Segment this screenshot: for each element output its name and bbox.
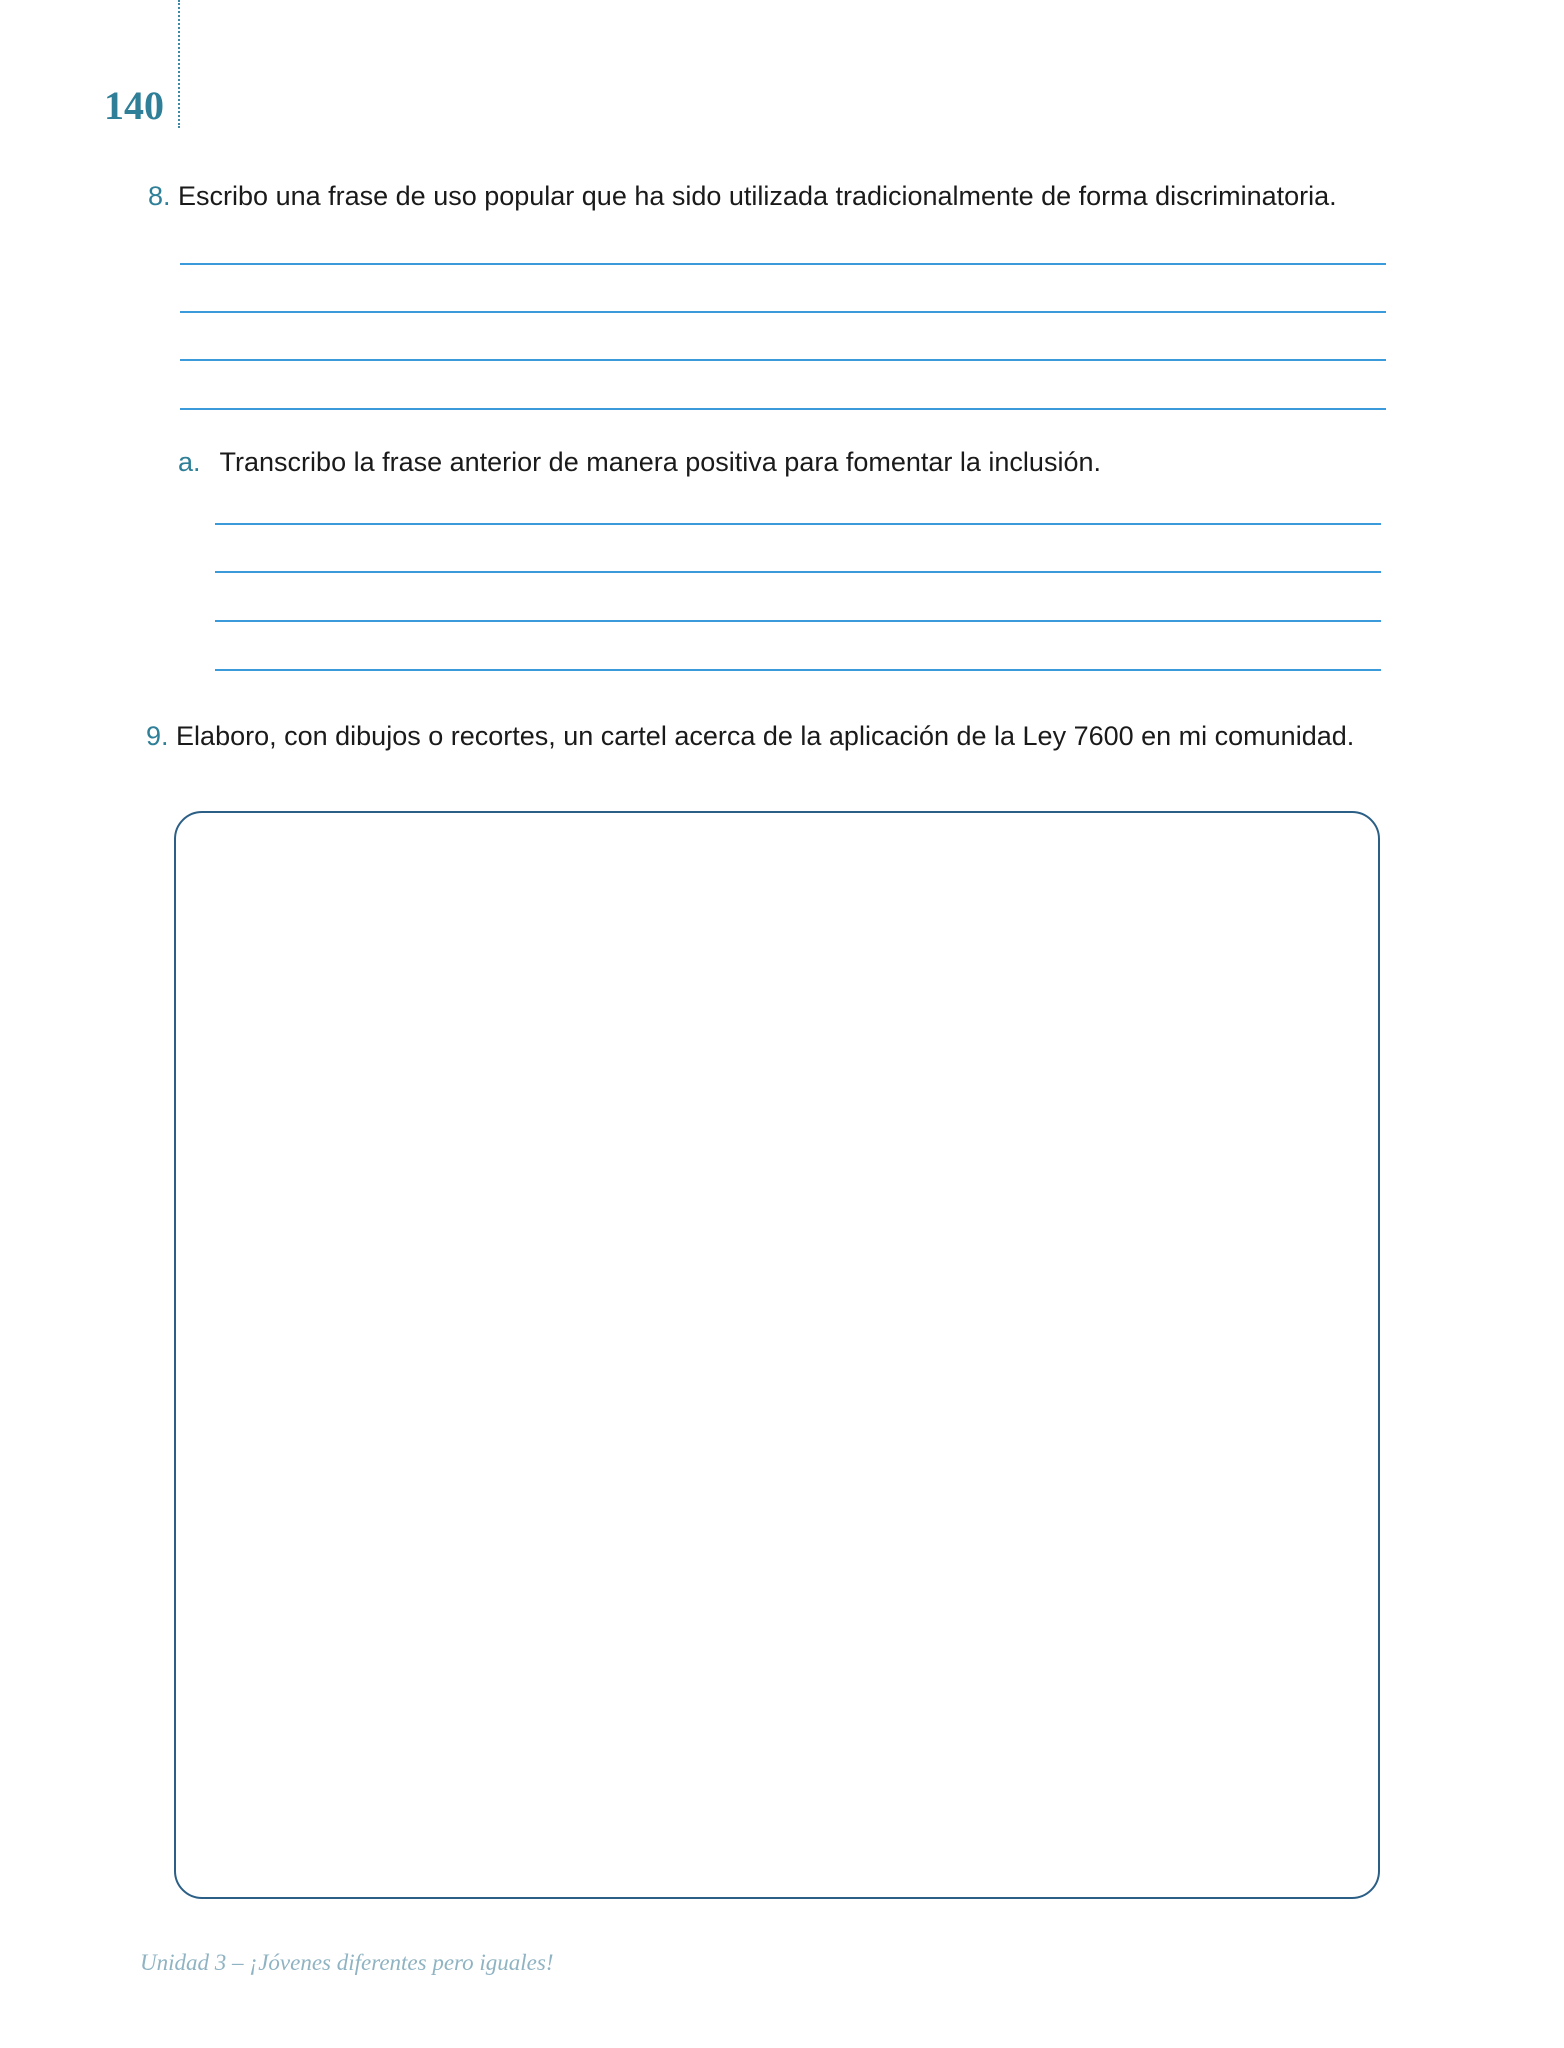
answer-line[interactable]: [180, 263, 1386, 265]
question-8a-text: Transcribo la frase anterior de manera positiva para fomentar la inclusión.: [219, 447, 1101, 477]
answer-line[interactable]: [215, 669, 1381, 671]
answer-line[interactable]: [215, 571, 1381, 573]
question-8-text: Escribo una frase de uso popular que ha sido utilizada tradicionalmente de forma discriminatoria.: [178, 181, 1337, 211]
question-8a: [178, 446, 1101, 478]
question-9-text: Elaboro, con dibujos o recortes, un cartel acerca de la aplicación de la Ley 7600 en mi comunidad.: [176, 721, 1355, 751]
margin-dotted-rule: [178, 0, 180, 128]
answer-line[interactable]: [180, 408, 1386, 410]
answer-line[interactable]: [215, 620, 1381, 622]
answer-line[interactable]: [180, 359, 1386, 361]
answer-line[interactable]: [215, 523, 1381, 525]
question-9-number: 9.: [146, 721, 169, 751]
page-number: 140: [104, 83, 164, 128]
question-8: [148, 180, 1337, 212]
question-8-number: 8.: [148, 181, 171, 211]
poster-drawing-area[interactable]: [174, 811, 1380, 1899]
footer-unit-title: Unidad 3 – ¡Jóvenes diferentes pero iguales!: [140, 1950, 554, 1975]
answer-line[interactable]: [180, 311, 1386, 313]
question-8a-letter: a.: [178, 447, 201, 477]
question-9: [146, 720, 1354, 752]
